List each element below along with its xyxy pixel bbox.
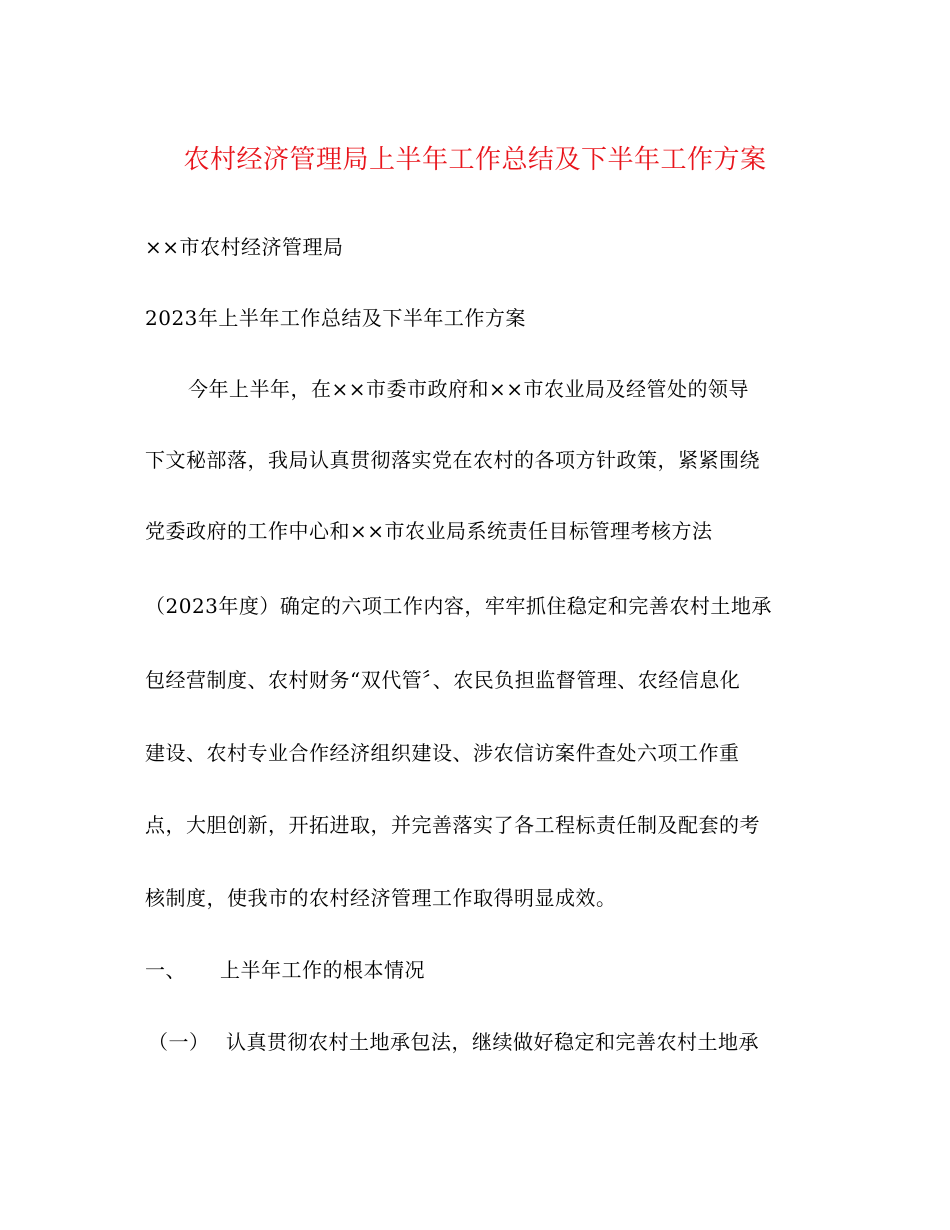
document-title: 农村经济管理局上半年工作总结及下半年工作方案 <box>183 145 767 175</box>
paragraph-line-5: 包经营制度、农村财务“双代管〞、农民负担监督管理、农经信息化 <box>145 668 741 692</box>
subsection-text: 认真贯彻农村土地承包法，继续做好稳定和完善农村土地承 <box>226 1030 759 1054</box>
section-heading <box>145 954 425 986</box>
subtitle-line: 2023年上半年工作总结及下半年工作方案 <box>145 306 526 330</box>
paragraph-line-2: 下文秘部落，我局认真贯彻落实党在农村的各项方针政策，紧紧围绕 <box>145 448 760 472</box>
paragraph-line-3: 党委政府的工作中心和××市农业局系统责任目标管理考核方法 <box>145 519 713 543</box>
paragraph-line-4: （2023年度）确定的六项工作内容，牢牢抓住稳定和完善农村土地承 <box>145 594 772 618</box>
subsection-number: （一） <box>148 1030 210 1054</box>
organization-line: ××市农村经济管理局 <box>145 235 344 259</box>
paragraph-line-1: 今年上半年，在××市委市政府和××市农业局及经管处的领导 <box>188 377 750 401</box>
paragraph-line-8: 核制度，使我市的农村经济管理工作取得明显成效。 <box>145 886 617 910</box>
paragraph-line-6: 建设、农村专业合作经济组织建设、涉农信访案件查处六项工作重 <box>145 741 740 765</box>
subsection-heading <box>148 1026 759 1058</box>
section-heading-text: 上半年工作的根本情况 <box>220 958 425 982</box>
paragraph-line-7: 点，大胆创新，开拓进取，并完善落实了各工程标责任制及配套的考 <box>145 813 760 837</box>
section-heading-number: 一、 <box>145 958 186 982</box>
